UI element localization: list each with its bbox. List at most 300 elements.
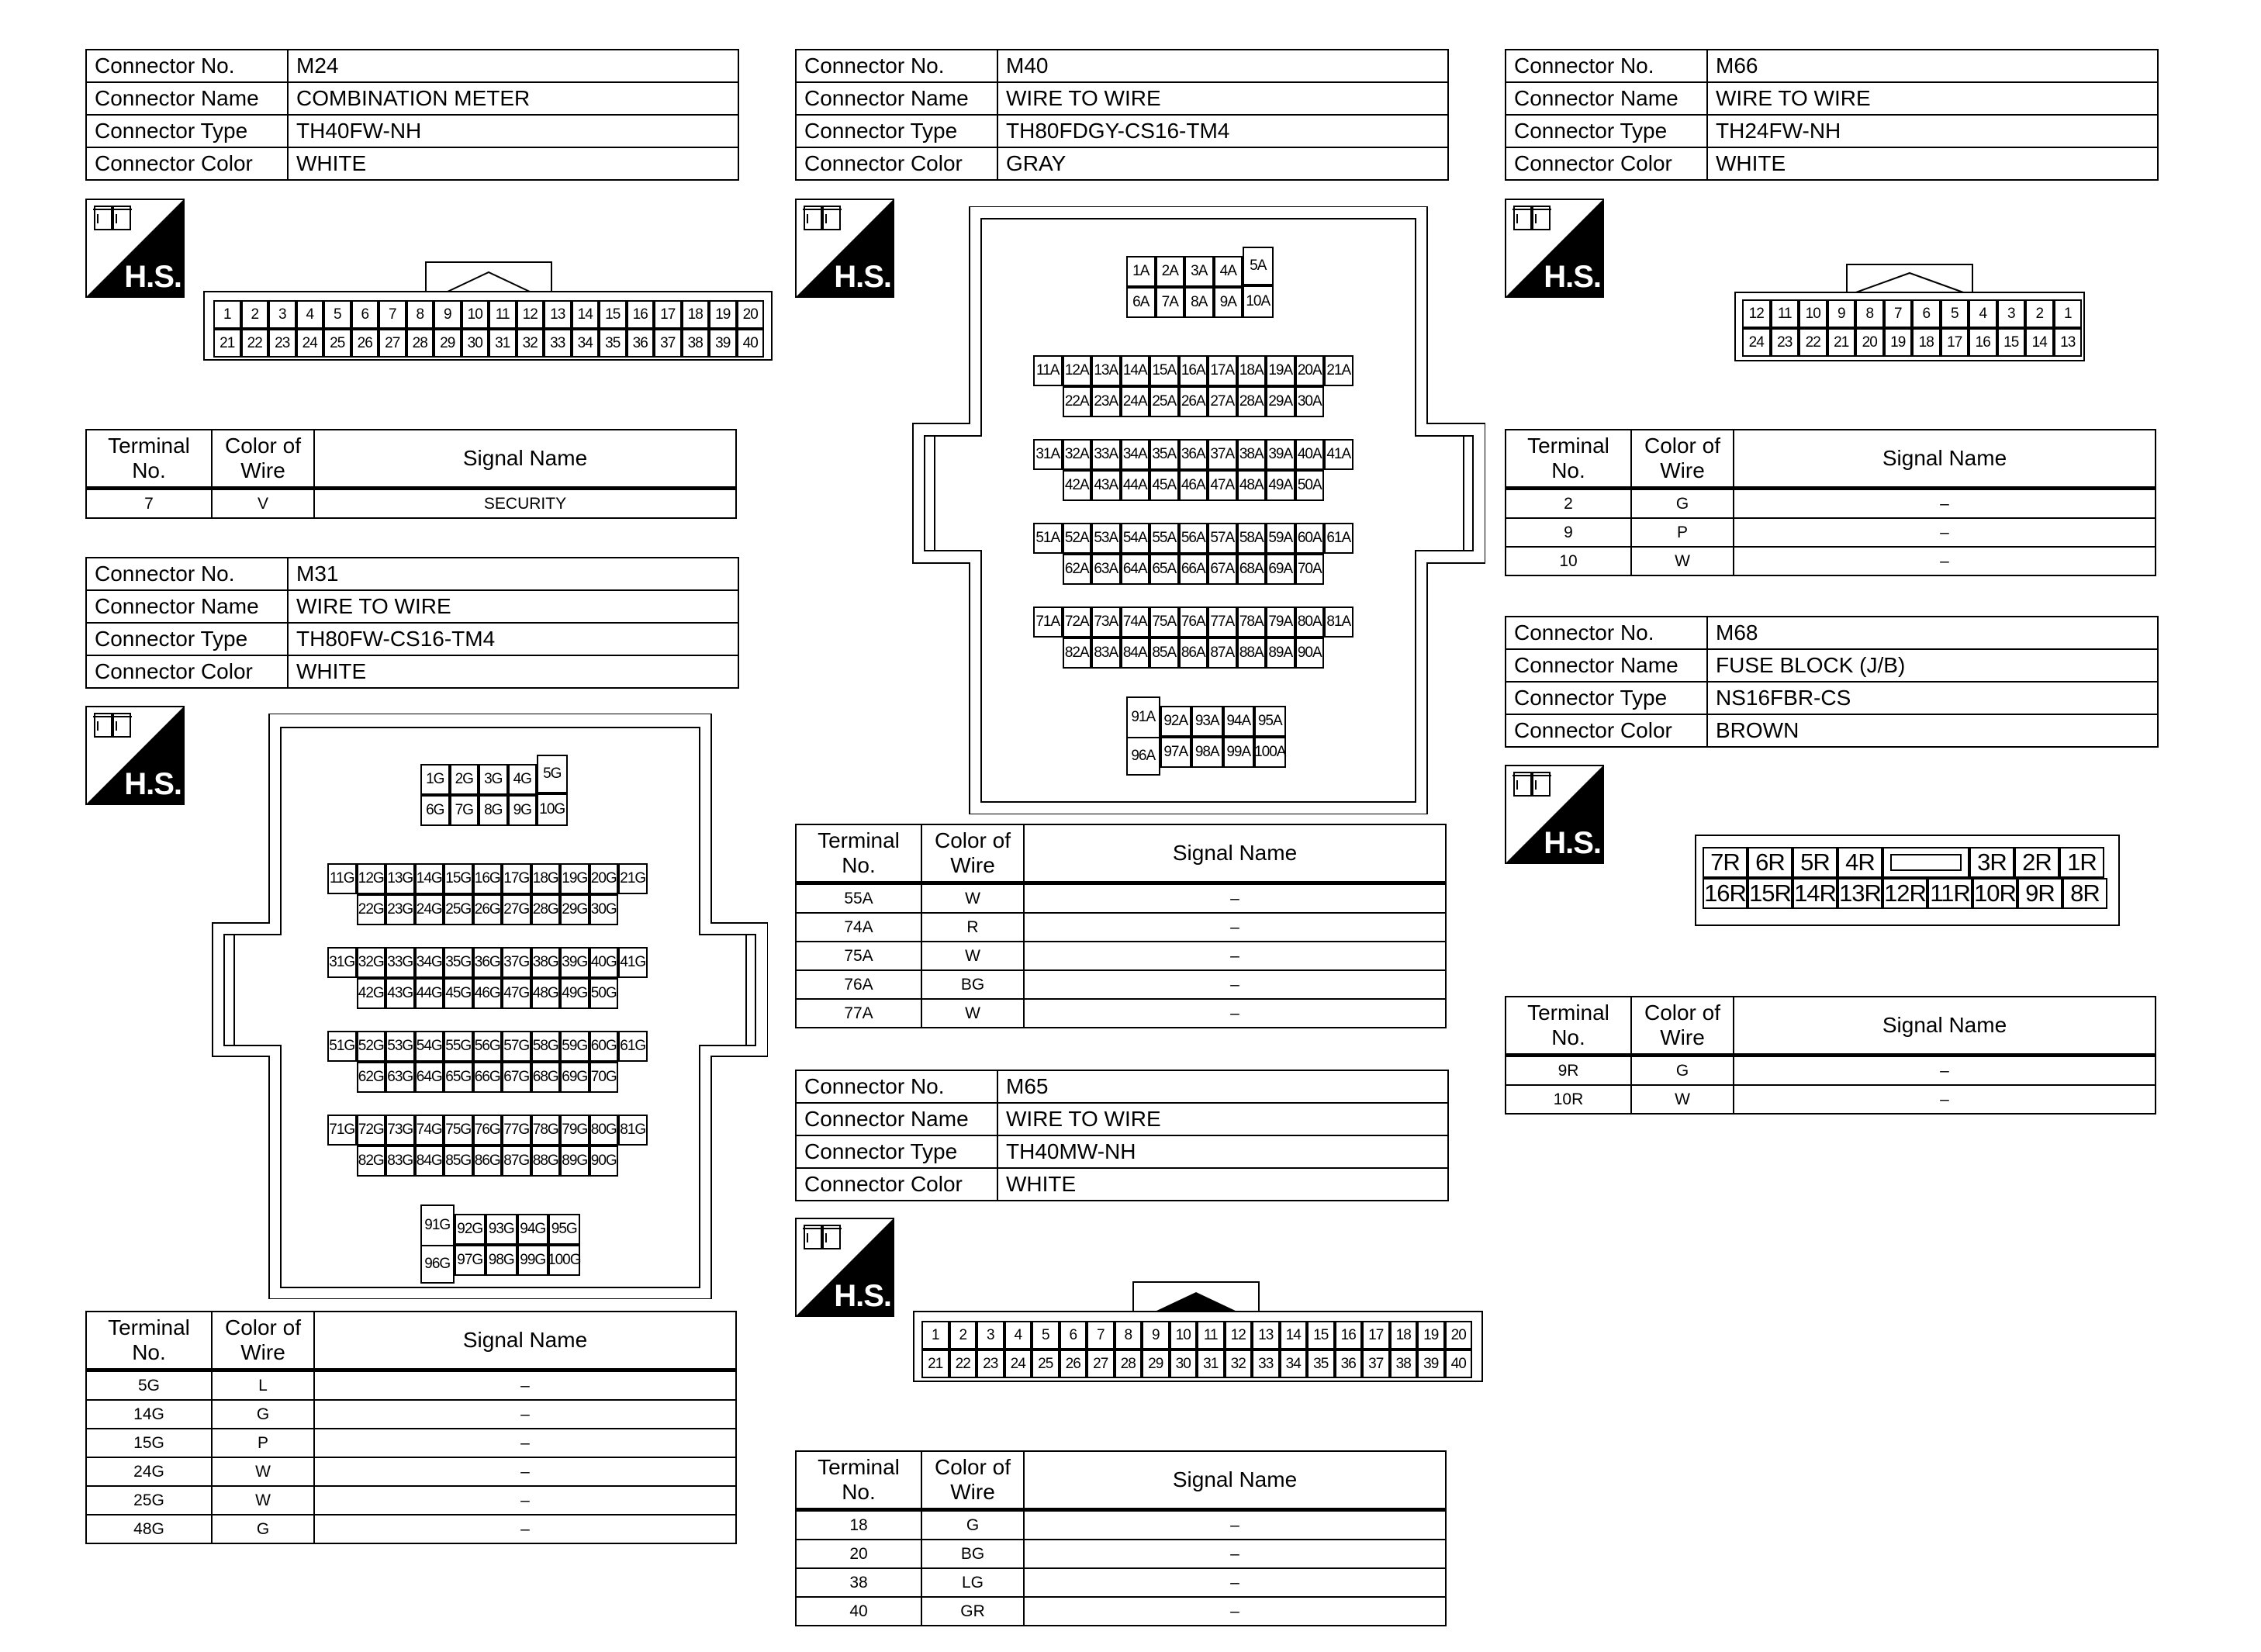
terminal-pin: 7A	[1156, 287, 1185, 318]
label: Connector Color	[86, 655, 288, 688]
terminal-pin: 67A	[1208, 554, 1237, 585]
table-row	[796, 913, 1446, 942]
terminal-pin: 39	[709, 329, 737, 358]
signal-table-m24	[85, 429, 737, 519]
signal-name-cell: –	[1024, 913, 1446, 942]
terminal-pin: 56A	[1179, 523, 1208, 554]
terminal-pin: 40G	[589, 947, 619, 978]
label: Connector Color	[1506, 714, 1707, 747]
wire-color-cell: GR	[921, 1597, 1024, 1626]
terminal-pin: 5A	[1243, 247, 1274, 285]
wire-color-cell: BG	[921, 970, 1024, 999]
wire-color-cell: W	[212, 1457, 314, 1486]
terminal-no-cell: 77A	[796, 999, 921, 1028]
terminal-pin: 52G	[357, 1031, 386, 1062]
table-row	[86, 1400, 736, 1429]
terminal-pin: 1R	[2059, 847, 2104, 878]
terminal-pin: 12	[517, 300, 545, 329]
terminal-pin: 37A	[1208, 439, 1237, 470]
terminal-no-cell: 55A	[796, 883, 921, 914]
terminal-pin: 4	[1004, 1321, 1032, 1350]
terminal-pin: 87G	[502, 1146, 531, 1177]
terminal-pin: 24	[296, 329, 324, 358]
terminal-pin: 38G	[531, 947, 561, 978]
terminal-pin: 23	[1771, 328, 1799, 357]
terminal-pin: 23	[977, 1350, 1004, 1378]
terminal-pin: 50A	[1295, 470, 1325, 501]
signal-name-cell: –	[1024, 999, 1446, 1028]
signal-name-cell: –	[314, 1457, 736, 1486]
terminal-pin: 78A	[1237, 607, 1267, 638]
connector-no: M68	[1707, 617, 2158, 649]
terminal-pin: 17	[654, 300, 682, 329]
wire-color-cell: G	[1631, 1056, 1734, 1086]
terminal-pin: 85G	[444, 1146, 473, 1177]
terminal-pin: 37G	[502, 947, 531, 978]
table-row	[86, 1486, 736, 1515]
terminal-pin: 90A	[1295, 638, 1325, 669]
terminal-pin: 49G	[560, 978, 589, 1009]
terminal-pin: 15G	[444, 863, 473, 894]
terminal-pin: 16	[1969, 328, 1997, 357]
label: Connector No.	[1506, 50, 1707, 82]
terminal-pin: 36	[1335, 1350, 1363, 1378]
terminal-pin: 39	[1417, 1350, 1445, 1378]
terminal-pin: 16	[1335, 1321, 1363, 1350]
terminal-pin: 1A	[1126, 256, 1156, 287]
terminal-pin: 21	[921, 1350, 949, 1378]
label: Connector Name	[796, 1103, 997, 1135]
hs-label: H.S.	[1544, 260, 1601, 294]
terminal-pin: 9	[1827, 299, 1856, 328]
signal-name-cell: –	[1024, 942, 1446, 970]
terminal-pin: 40	[1445, 1350, 1473, 1378]
terminal-pin: 16A	[1179, 355, 1208, 386]
wire-color-cell: P	[212, 1429, 314, 1457]
terminal-pin: 38	[682, 329, 710, 358]
terminal-pin: 30	[1170, 1350, 1198, 1378]
terminal-pin: 14G	[415, 863, 444, 894]
terminal-pin: 88G	[531, 1146, 561, 1177]
terminal-pin: 48G	[531, 978, 561, 1009]
terminal-pin: 18	[1390, 1321, 1418, 1350]
terminal-pin: 79G	[560, 1115, 589, 1146]
terminal-no-cell: 5G	[86, 1370, 212, 1401]
terminal-pin: 62G	[357, 1062, 386, 1093]
terminal-pin: 57A	[1208, 523, 1237, 554]
terminal-no-cell: 9	[1506, 518, 1631, 547]
terminal-pin: 19	[709, 300, 737, 329]
connector-color: BROWN	[1707, 714, 2158, 747]
terminal-pin: 51G	[327, 1031, 357, 1062]
harness-side-icon	[795, 199, 894, 298]
connector-type: TH40FW-NH	[288, 115, 738, 147]
terminal-no-header: Terminal No.	[796, 824, 921, 883]
terminal-pin: 18	[1912, 328, 1941, 357]
terminal-no-cell: 25G	[86, 1486, 212, 1515]
terminal-pin: 39A	[1266, 439, 1295, 470]
terminal-pin: 31A	[1033, 439, 1063, 470]
signal-name-cell: –	[314, 1370, 736, 1401]
connector-type: TH80FW-CS16-TM4	[288, 623, 738, 655]
harness-side-icon	[795, 1218, 894, 1317]
terminal-pin: 85A	[1150, 638, 1179, 669]
terminal-pin: 44A	[1121, 470, 1150, 501]
terminal-pin: 6R	[1748, 847, 1793, 878]
terminal-pin: 7	[379, 300, 406, 329]
connector-color: WHITE	[288, 655, 738, 688]
terminal-no-cell: 20	[796, 1540, 921, 1568]
connector-no: M65	[997, 1070, 1448, 1103]
wire-color-header: Color of Wire	[1631, 430, 1734, 489]
wire-color-header: Color of Wire	[212, 430, 314, 489]
wire-color-cell: LG	[921, 1568, 1024, 1597]
terminal-pin: 16	[627, 300, 655, 329]
terminal-pin: 8G	[479, 795, 508, 826]
terminal-pin: 30A	[1295, 386, 1325, 417]
terminal-pin: 31	[489, 329, 517, 358]
terminal-pin: 21A	[1324, 355, 1353, 386]
terminal-pin: 6	[1060, 1321, 1087, 1350]
signal-name-header: Signal Name	[314, 430, 736, 489]
terminal-pin: 29A	[1266, 386, 1295, 417]
terminal-no-cell: 15G	[86, 1429, 212, 1457]
terminal-no-header: Terminal No.	[1506, 997, 1631, 1056]
terminal-pin: 19A	[1266, 355, 1295, 386]
terminal-pin: 75G	[444, 1115, 473, 1146]
table-row	[1506, 518, 2156, 547]
terminal-pin: 71G	[327, 1115, 357, 1146]
terminal-pin: 66G	[473, 1062, 503, 1093]
signal-name-cell: –	[314, 1400, 736, 1429]
terminal-pin: 20	[1855, 328, 1884, 357]
terminal-pin: 27	[379, 329, 406, 358]
terminal-pin: 24A	[1121, 386, 1150, 417]
terminal-pin: 60G	[589, 1031, 619, 1062]
terminal-pin: 53G	[385, 1031, 415, 1062]
terminal-pin: 18	[682, 300, 710, 329]
wire-color-cell: BG	[921, 1540, 1024, 1568]
terminal-pin: 32A	[1063, 439, 1092, 470]
label: Connector No.	[86, 50, 288, 82]
terminal-pin: 44G	[415, 978, 444, 1009]
connector-name: WIRE TO WIRE	[997, 82, 1448, 115]
terminal-pin: 24G	[415, 894, 444, 925]
terminal-pin: 27G	[502, 894, 531, 925]
signal-table-m66	[1505, 429, 2156, 576]
terminal-pin: 8	[406, 300, 434, 329]
terminal-pin: 10G	[537, 793, 568, 826]
connector-type: TH24FW-NH	[1707, 115, 2158, 147]
hs-label: H.S.	[834, 1279, 891, 1313]
terminal-pin: 58G	[531, 1031, 561, 1062]
terminal-pin: 10	[1170, 1321, 1198, 1350]
terminal-pin: 70G	[589, 1062, 619, 1093]
wire-color-cell: W	[921, 942, 1024, 970]
terminal-pin: 4R	[1837, 847, 1882, 878]
connector-color: WHITE	[997, 1168, 1448, 1201]
terminal-pin: 36G	[473, 947, 503, 978]
terminal-pin: 3	[977, 1321, 1004, 1350]
terminal-pin: 91G	[420, 1204, 455, 1246]
table-row	[1506, 547, 2156, 575]
wire-color-cell: W	[921, 883, 1024, 914]
terminal-pin: 55A	[1150, 523, 1179, 554]
terminal-pin: 13A	[1091, 355, 1121, 386]
connector-name: WIRE TO WIRE	[1707, 82, 2158, 115]
terminal-no-cell: 38	[796, 1568, 921, 1597]
terminal-pin: 96G	[420, 1245, 455, 1284]
connector-name: WIRE TO WIRE	[997, 1103, 1448, 1135]
table-row	[796, 1568, 1446, 1597]
terminal-pin: 42A	[1063, 470, 1092, 501]
terminal-pin: 35G	[444, 947, 473, 978]
terminal-pin: 45G	[444, 978, 473, 1009]
terminal-pin: 95A	[1254, 706, 1286, 737]
terminal-pin: 1	[213, 300, 241, 329]
terminal-pin: 86A	[1179, 638, 1208, 669]
terminal-no-cell: 40	[796, 1597, 921, 1626]
wire-color-header: Color of Wire	[921, 824, 1024, 883]
terminal-pin: 37	[654, 329, 682, 358]
terminal-pin: 60A	[1295, 523, 1325, 554]
terminal-pin: 69A	[1266, 554, 1295, 585]
signal-name-header: Signal Name	[1734, 997, 2156, 1056]
terminal-pin: 74G	[415, 1115, 444, 1146]
connector-info-m65	[795, 1070, 1449, 1201]
signal-table-m31	[85, 1311, 737, 1544]
connector-type: NS16FBR-CS	[1707, 682, 2158, 714]
terminal-pin: 8	[1855, 299, 1884, 328]
terminal-pin: 43G	[385, 978, 415, 1009]
terminal-pin: 75A	[1150, 607, 1179, 638]
terminal-pin: 8	[1115, 1321, 1143, 1350]
terminal-pin: 5	[323, 300, 351, 329]
terminal-no-cell: 18	[796, 1510, 921, 1540]
wire-color-cell: V	[212, 489, 314, 519]
terminal-pin: 13R	[1837, 878, 1882, 909]
signal-name-cell: –	[314, 1515, 736, 1543]
terminal-pin: 45A	[1150, 470, 1179, 501]
terminal-no-cell: 14G	[86, 1400, 212, 1429]
terminal-pin: 31G	[327, 947, 357, 978]
label: Connector Name	[796, 82, 997, 115]
terminal-pin: 56G	[473, 1031, 503, 1062]
terminal-pin: 12G	[357, 863, 386, 894]
terminal-pin: 24	[1004, 1350, 1032, 1378]
terminal-pin: 42G	[357, 978, 386, 1009]
table-row	[1506, 1085, 2156, 1114]
terminal-pin: 94G	[517, 1214, 549, 1245]
terminal-pin: 5G	[537, 755, 568, 793]
terminal-pin: 59G	[560, 1031, 589, 1062]
label: Connector Name	[1506, 82, 1707, 115]
terminal-pin: 97A	[1160, 737, 1192, 768]
connector-no: M66	[1707, 50, 2158, 82]
terminal-pin: 2G	[450, 764, 479, 795]
terminal-pin: 26	[1060, 1350, 1087, 1378]
terminal-no-cell: 10R	[1506, 1085, 1631, 1114]
terminal-pin: 92A	[1160, 706, 1192, 737]
terminal-pin: 48A	[1237, 470, 1267, 501]
terminal-pin: 6	[1912, 299, 1941, 328]
terminal-pin: 15R	[1748, 878, 1793, 909]
terminal-pin: 46A	[1179, 470, 1208, 501]
table-row	[86, 1370, 736, 1401]
hs-label: H.S.	[124, 767, 182, 801]
terminal-pin: 72G	[357, 1115, 386, 1146]
label: Connector Type	[1506, 682, 1707, 714]
table-row	[796, 970, 1446, 999]
label: Connector Color	[796, 147, 997, 180]
terminal-pin: 49A	[1266, 470, 1295, 501]
terminal-pin: 1	[2054, 299, 2083, 328]
terminal-pin: 76G	[473, 1115, 503, 1146]
terminal-pin: 18A	[1237, 355, 1267, 386]
terminal-pin: 97G	[455, 1245, 486, 1276]
connector-info-m40	[795, 49, 1449, 181]
terminal-pin: 30G	[589, 894, 619, 925]
terminal-pin: 81A	[1324, 607, 1353, 638]
signal-name-header: Signal Name	[1024, 824, 1446, 883]
terminal-pin: 41G	[618, 947, 648, 978]
terminal-pin: 23	[268, 329, 296, 358]
terminal-pin: 37	[1362, 1350, 1390, 1378]
terminal-pin: 30	[462, 329, 489, 358]
terminal-pin: 83A	[1091, 638, 1121, 669]
terminal-pin: 4G	[508, 764, 538, 795]
terminal-pin: 57G	[502, 1031, 531, 1062]
terminal-pin: 11	[1771, 299, 1799, 328]
terminal-pin: 19	[1417, 1321, 1445, 1350]
terminal-pin: 32	[517, 329, 545, 358]
terminal-pin: 26G	[473, 894, 503, 925]
label: Connector Type	[1506, 115, 1707, 147]
terminal-pin: 13G	[385, 863, 415, 894]
harness-side-icon	[1505, 199, 1604, 298]
signal-name-header: Signal Name	[314, 1312, 736, 1370]
terminal-pin: 38A	[1237, 439, 1267, 470]
signal-name-cell: –	[314, 1486, 736, 1515]
terminal-pin: 32	[1225, 1350, 1253, 1378]
terminal-pin: 84G	[415, 1146, 444, 1177]
terminal-pin: 5	[1941, 299, 1969, 328]
signal-name-cell: –	[314, 1429, 736, 1457]
terminal-pin: 4	[1969, 299, 1997, 328]
terminal-pin: 12A	[1063, 355, 1092, 386]
terminal-pin: 65G	[444, 1062, 473, 1093]
terminal-pin: 22A	[1063, 386, 1092, 417]
hs-label: H.S.	[1544, 826, 1601, 860]
table-row	[796, 1510, 1446, 1540]
label: Connector No.	[796, 50, 997, 82]
terminal-pin: 90G	[589, 1146, 619, 1177]
terminal-pin: 23G	[385, 894, 415, 925]
terminal-pin: 18G	[531, 863, 561, 894]
harness-side-icon	[85, 706, 185, 805]
label: Connector Name	[86, 590, 288, 623]
terminal-pin: 16G	[473, 863, 503, 894]
terminal-pin: 36A	[1179, 439, 1208, 470]
terminal-pin: 94A	[1223, 706, 1255, 737]
terminal-pin: 77G	[502, 1115, 531, 1146]
wire-color-header: Color of Wire	[212, 1312, 314, 1370]
wire-color-cell: W	[921, 999, 1024, 1028]
terminal-no-cell: 48G	[86, 1515, 212, 1543]
table-row	[796, 1540, 1446, 1568]
terminal-pin: 28	[1115, 1350, 1143, 1378]
terminal-pin: 63G	[385, 1062, 415, 1093]
terminal-pin: 73A	[1091, 607, 1121, 638]
terminal-pin: 93A	[1191, 706, 1223, 737]
terminal-pin: 33	[1252, 1350, 1280, 1378]
terminal-pin: 3	[268, 300, 296, 329]
terminal-pin: 89G	[560, 1146, 589, 1177]
terminal-pin: 78G	[531, 1115, 561, 1146]
label: Connector Color	[796, 1168, 997, 1201]
terminal-pin: 15A	[1150, 355, 1179, 386]
terminal-pin: 6G	[420, 795, 450, 826]
terminal-pin: 20	[1445, 1321, 1473, 1350]
terminal-pin: 86G	[473, 1146, 503, 1177]
terminal-pin: 11G	[327, 863, 357, 894]
table-row	[1506, 1056, 2156, 1086]
table-row	[86, 489, 736, 519]
terminal-pin: 15	[1307, 1321, 1335, 1350]
terminal-pin: 3A	[1184, 256, 1214, 287]
terminal-pin: 9	[1142, 1321, 1170, 1350]
terminal-pin: 81G	[618, 1115, 648, 1146]
terminal-no-header: Terminal No.	[1506, 430, 1631, 489]
terminal-pin: 77A	[1208, 607, 1237, 638]
terminal-pin: 33	[544, 329, 572, 358]
terminal-pin: 1G	[420, 764, 450, 795]
terminal-pin: 33G	[385, 947, 415, 978]
terminal-pin: 36	[627, 329, 655, 358]
terminal-pin: 12	[1225, 1321, 1253, 1350]
terminal-pin: 9G	[508, 795, 538, 826]
connector-color: GRAY	[997, 147, 1448, 180]
terminal-pin: 41A	[1324, 439, 1353, 470]
wire-color-header: Color of Wire	[1631, 997, 1734, 1056]
terminal-no-cell: 75A	[796, 942, 921, 970]
terminal-pin: 55G	[444, 1031, 473, 1062]
connector-info-m24	[85, 49, 739, 181]
label: Connector Color	[1506, 147, 1707, 180]
terminal-pin: 33A	[1091, 439, 1121, 470]
terminal-pin: 17A	[1208, 355, 1237, 386]
signal-name-cell: –	[1024, 1597, 1446, 1626]
signal-name-cell: –	[1734, 547, 2156, 575]
key-slot	[1882, 847, 1969, 878]
signal-name-cell: –	[1024, 1568, 1446, 1597]
terminal-pin: 14R	[1793, 878, 1837, 909]
terminal-pin: 79A	[1266, 607, 1295, 638]
terminal-pin: 10A	[1243, 285, 1274, 318]
terminal-pin: 7G	[450, 795, 479, 826]
terminal-pin: 20	[737, 300, 765, 329]
connector-color: WHITE	[288, 147, 738, 180]
terminal-pin: 27	[1087, 1350, 1115, 1378]
signal-name-cell: –	[1734, 518, 2156, 547]
connector-info-m68	[1505, 616, 2159, 748]
label: Connector Type	[86, 115, 288, 147]
terminal-pin: 35A	[1150, 439, 1179, 470]
terminal-pin: 53A	[1091, 523, 1121, 554]
terminal-pin: 9	[434, 300, 462, 329]
connector-name: FUSE BLOCK (J/B)	[1707, 649, 2158, 682]
terminal-pin: 29G	[560, 894, 589, 925]
